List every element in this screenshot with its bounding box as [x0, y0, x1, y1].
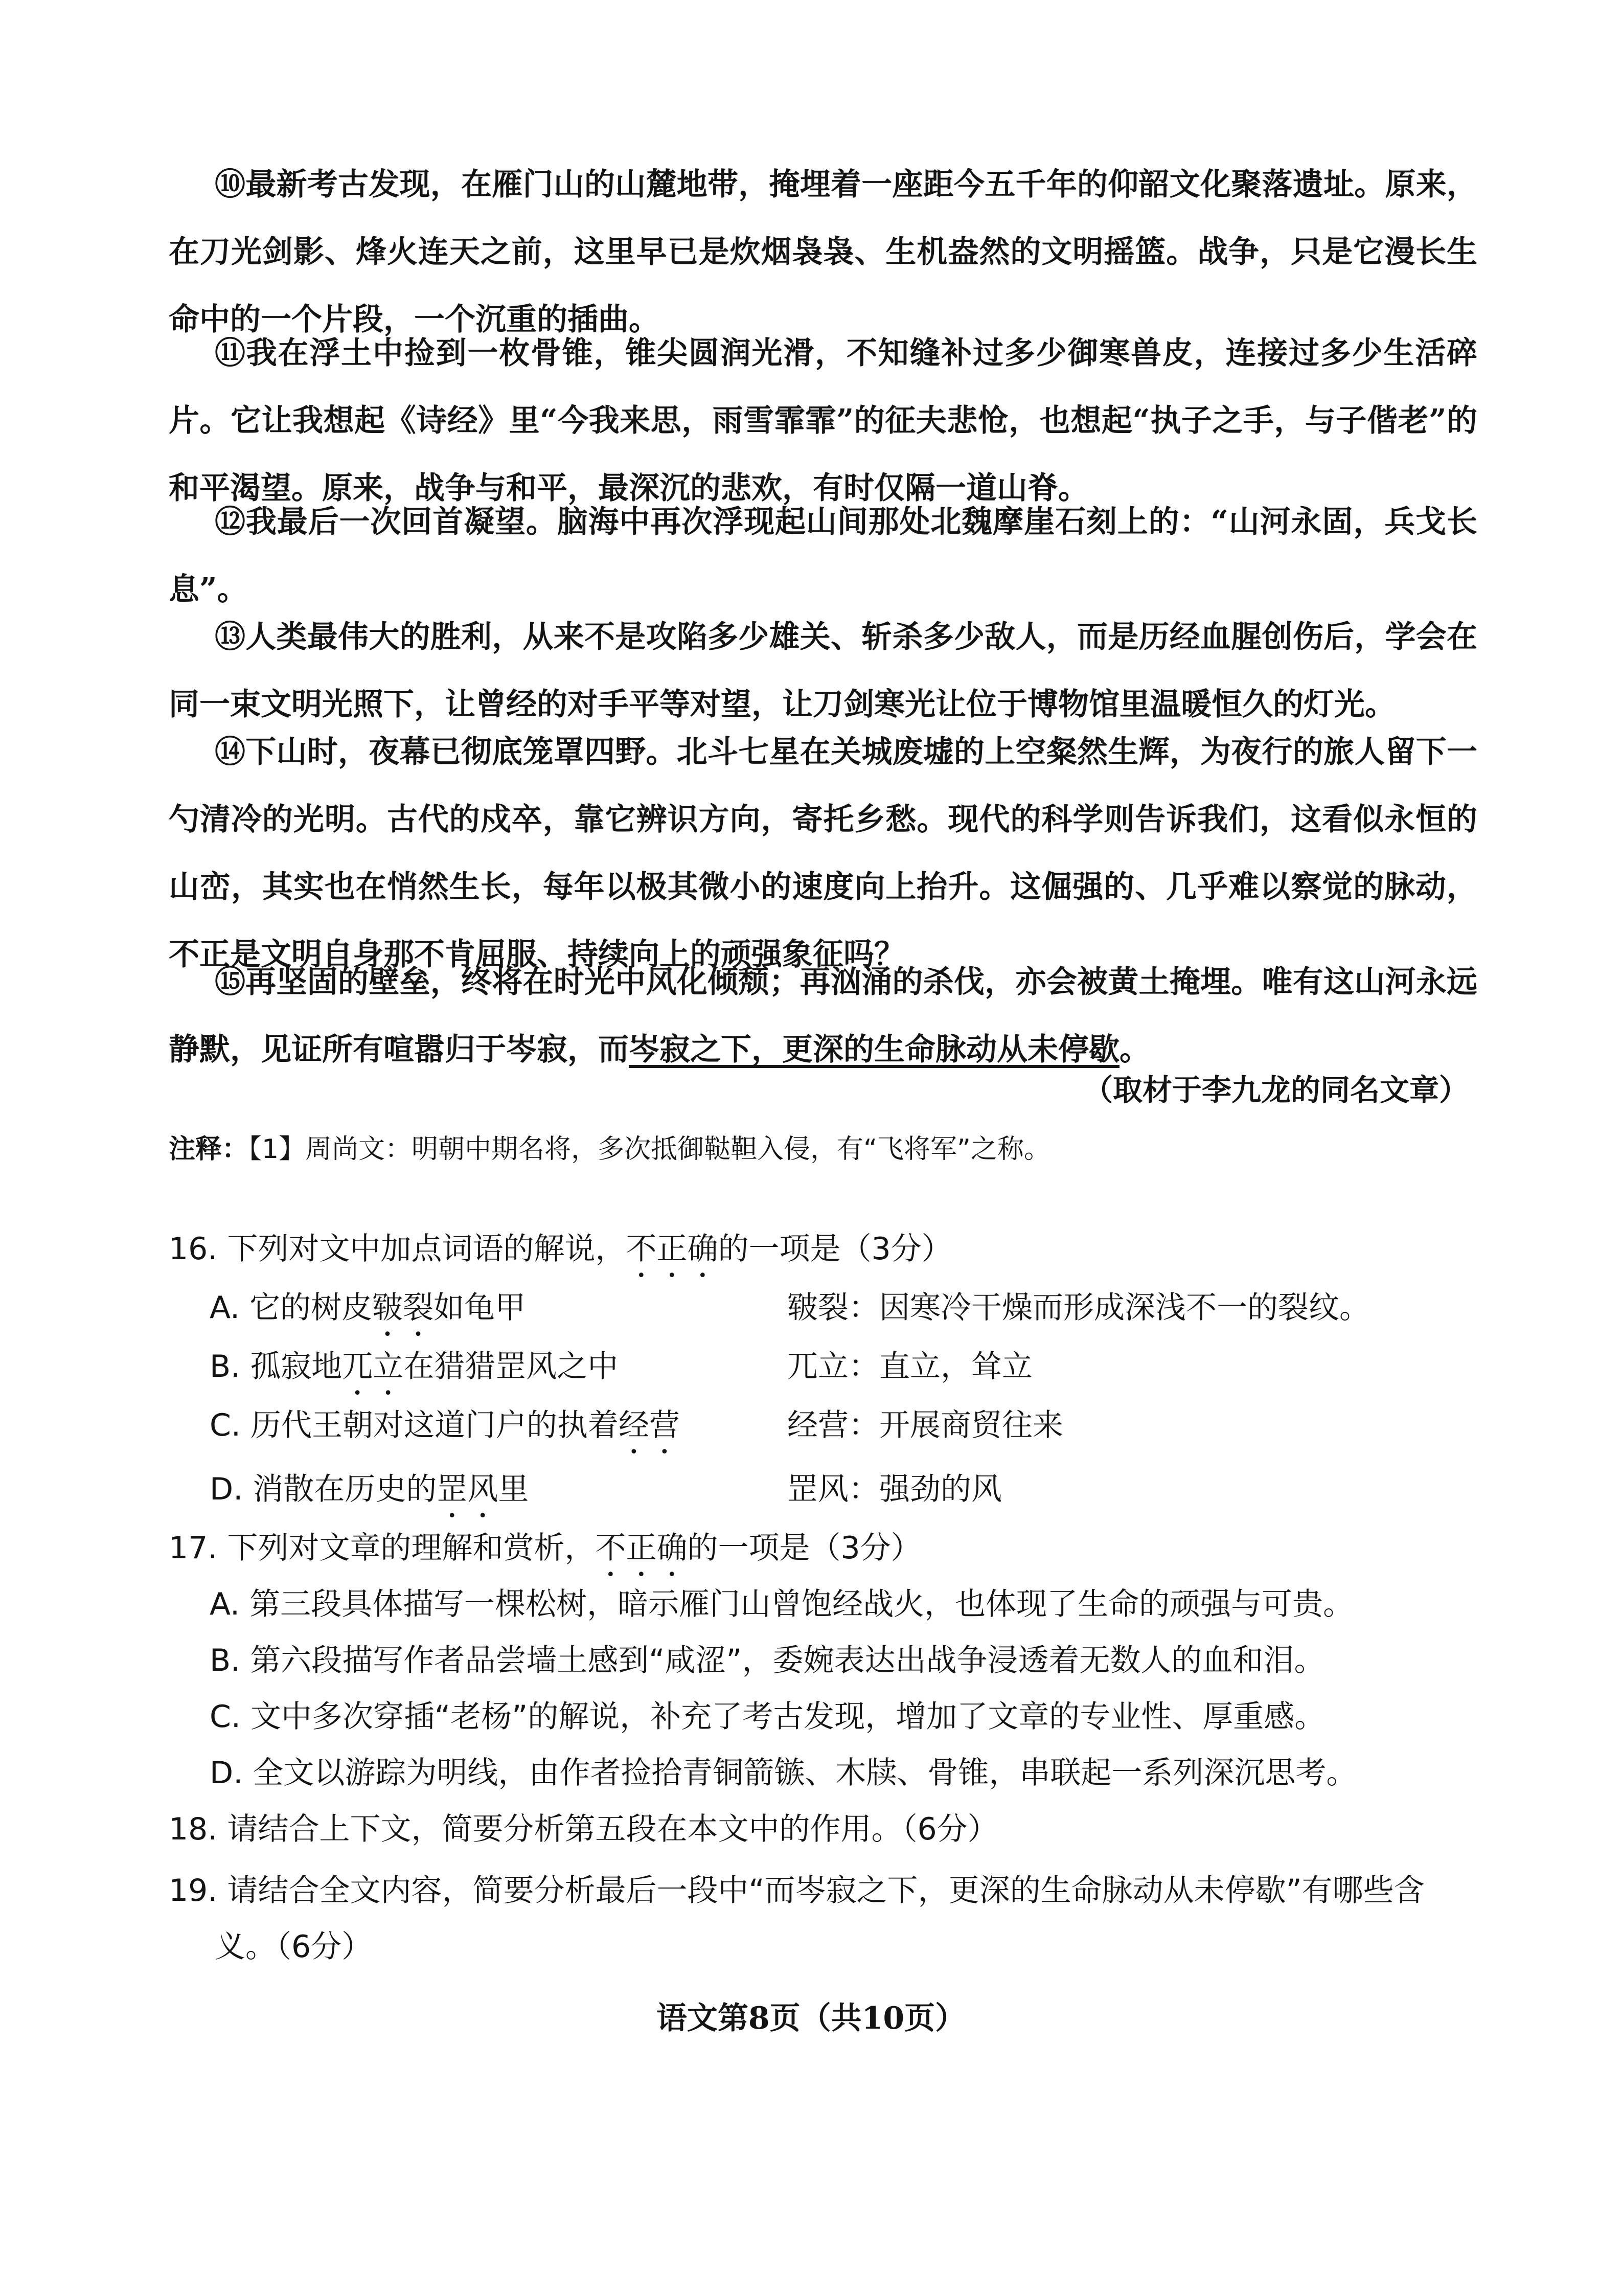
- option-letter: D.: [210, 1471, 243, 1507]
- footnote-label: 注释：: [169, 1134, 249, 1165]
- q17-title-emphasis: 不正确: [595, 1530, 688, 1566]
- question-18: 18. 请结合上下文，简要分析第五段在本文中的作用。（6分）: [169, 1811, 998, 1847]
- q16-option-b: [210, 1342, 618, 1402]
- footnote: [169, 1127, 1050, 1166]
- option-letter: C.: [210, 1699, 241, 1735]
- paragraph-14: ⑭下山时，夜幕已彻底笼罩四野。北斗七星在关城废墟的上空粲然生辉，为夜行的旅人留下一勺清冷的光明。古代的戍卒，靠它辨识方向，寄托乡愁。现代的科学则告诉我们，这看似永恒的山峦，其实也在悄然生长，每年以极其微小的速度向上抬升。这倔强的、几乎难以察觉的脉动，不正是文明自身那不肯屈服、持续向上的顽强象征吗？: [169, 734, 1477, 972]
- q17-option-a: [210, 1580, 1482, 1624]
- option-text: 在猎猎罡风之中: [403, 1349, 619, 1384]
- paragraph-15-end: 。: [1120, 1032, 1150, 1067]
- q16-title-prefix: 16. 下列对文中加点词语的解说，: [169, 1231, 626, 1267]
- question-19-line-2: 义。（6分）: [215, 1929, 373, 1965]
- q16-option-a: [210, 1283, 526, 1344]
- q16-title-suffix: 的一项是（3分）: [718, 1231, 952, 1267]
- paragraph-10: ⑩最新考古发现，在雁门山的山麓地带，掩埋着一座距今五千年的仰韶文化聚落遗址。原来，在刀光剑影、烽火连天之前，这里早已是炊烟袅袅、生机盎然的文明摇篮。战争，只是它漫长生命中的一个片段，一个沉重的插曲。: [169, 167, 1477, 337]
- option-letter: D.: [210, 1755, 243, 1791]
- option-text: 第六段描写作者品尝墙土感到“咸涩”，委婉表达出战争浸透着无数人的血和泪。: [250, 1643, 1325, 1678]
- option-text: 它的树皮: [249, 1290, 373, 1326]
- option-text: 历代王朝对这道门户的执着: [250, 1407, 619, 1443]
- option-text: 里: [498, 1471, 529, 1507]
- q16-option-c: [210, 1401, 680, 1461]
- q16-option-d: [210, 1465, 529, 1525]
- q17-title-prefix: 17. 下列对文章的理解和赏析，: [169, 1530, 596, 1566]
- option-text: 消散在历史的: [253, 1471, 437, 1507]
- option-letter: B.: [210, 1643, 241, 1678]
- option-dotted-word: 皲裂: [372, 1290, 434, 1326]
- paragraph-15-underlined-sentence: 岑寂之下，更深的生命脉动从未停歇: [629, 1032, 1120, 1067]
- q17-option-c: [210, 1692, 1482, 1736]
- option-text: 全文以游踪为明线，由作者捡拾青铜箭镞、木牍、骨锥，串联起一系列深沉思考。: [253, 1755, 1357, 1791]
- q17-option-d: [210, 1748, 1482, 1792]
- footnote-text: 【1】周尚文：明朝中期名将，多次抵御鞑靼入侵，有“飞将军”之称。: [248, 1134, 1050, 1165]
- option-text: 孤寂地: [250, 1349, 342, 1384]
- q16-explain-c: 经营：开展商贸往来: [787, 1407, 1063, 1443]
- paragraph-15: [169, 948, 1477, 1083]
- option-text: 文中多次穿插“老杨”的解说，补充了考古发现，增加了文章的专业性、厚重感。: [250, 1699, 1326, 1735]
- question-16-title: [169, 1224, 952, 1285]
- source-citation: （取材于李九龙的同名文章）: [1083, 1073, 1469, 1107]
- option-letter: A.: [210, 1586, 240, 1622]
- option-text: 第三段具体描写一棵松树，暗示雁门山曾饱经战火，也体现了生命的顽强与可贵。: [249, 1586, 1354, 1622]
- question-19-line-1: 19. 请结合全文内容，简要分析最后一段中“而岑寂之下，更深的生命脉动从未停歇”有哪些含: [169, 1873, 1425, 1908]
- page-footer: 语文第8页（共10页）: [656, 2001, 966, 2036]
- q17-title-suffix: 的一项是（3分）: [687, 1530, 922, 1566]
- option-dotted-word: 经营: [619, 1407, 680, 1443]
- question-17-title: [169, 1524, 922, 1584]
- paragraph-15-text: ⑮再坚固的壁垒，终将在时光中风化倾颓；再汹涌的杀伐，亦会被黄土掩埋。唯有这山河永远静默，见证所有喧嚣归于岑寂，而: [169, 964, 1477, 1067]
- q17-option-b: [210, 1636, 1482, 1680]
- paragraph-11: ⑪我在浮土中捡到一枚骨锥，锥尖圆润光滑，不知缝补过多少御寒兽皮，连接过多少生活碎片。它让我想起《诗经》里“今我来思，雨雪霏霏”的征夫悲怆，也想起“执子之手，与子偕老”的和平渴望。原来，战争与和平，最深沉的悲欢，有时仅隔一道山脊。: [169, 335, 1477, 506]
- paragraph-13: ⑬人类最伟大的胜利，从来不是攻陷多少雄关、斩杀多少敌人，而是历经血腥创伤后，学会在同一束文明光照下，让曾经的对手平等对望，让刀剑寒光让位于博物馆里温暖恒久的灯光。: [169, 619, 1477, 722]
- q16-explain-a: 皲裂：因寒冷干燥而形成深浅不一的裂纹。: [787, 1290, 1370, 1326]
- option-letter: C.: [210, 1407, 241, 1443]
- paragraph-12: ⑫我最后一次回首凝望。脑海中再次浮现起山间那处北魏摩崖石刻上的：“山河永固，兵戈长息”。: [169, 504, 1477, 607]
- q16-title-emphasis: 不正确: [626, 1231, 718, 1267]
- option-letter: A.: [210, 1290, 240, 1326]
- option-letter: B.: [210, 1349, 241, 1384]
- option-text: 如龟甲: [433, 1290, 526, 1326]
- option-dotted-word: 罡风: [437, 1471, 498, 1507]
- q16-explain-d: 罡风：强劲的风: [787, 1471, 1002, 1507]
- q16-explain-b: 兀立：直立，耸立: [787, 1349, 1033, 1384]
- option-dotted-word: 兀立: [342, 1349, 404, 1384]
